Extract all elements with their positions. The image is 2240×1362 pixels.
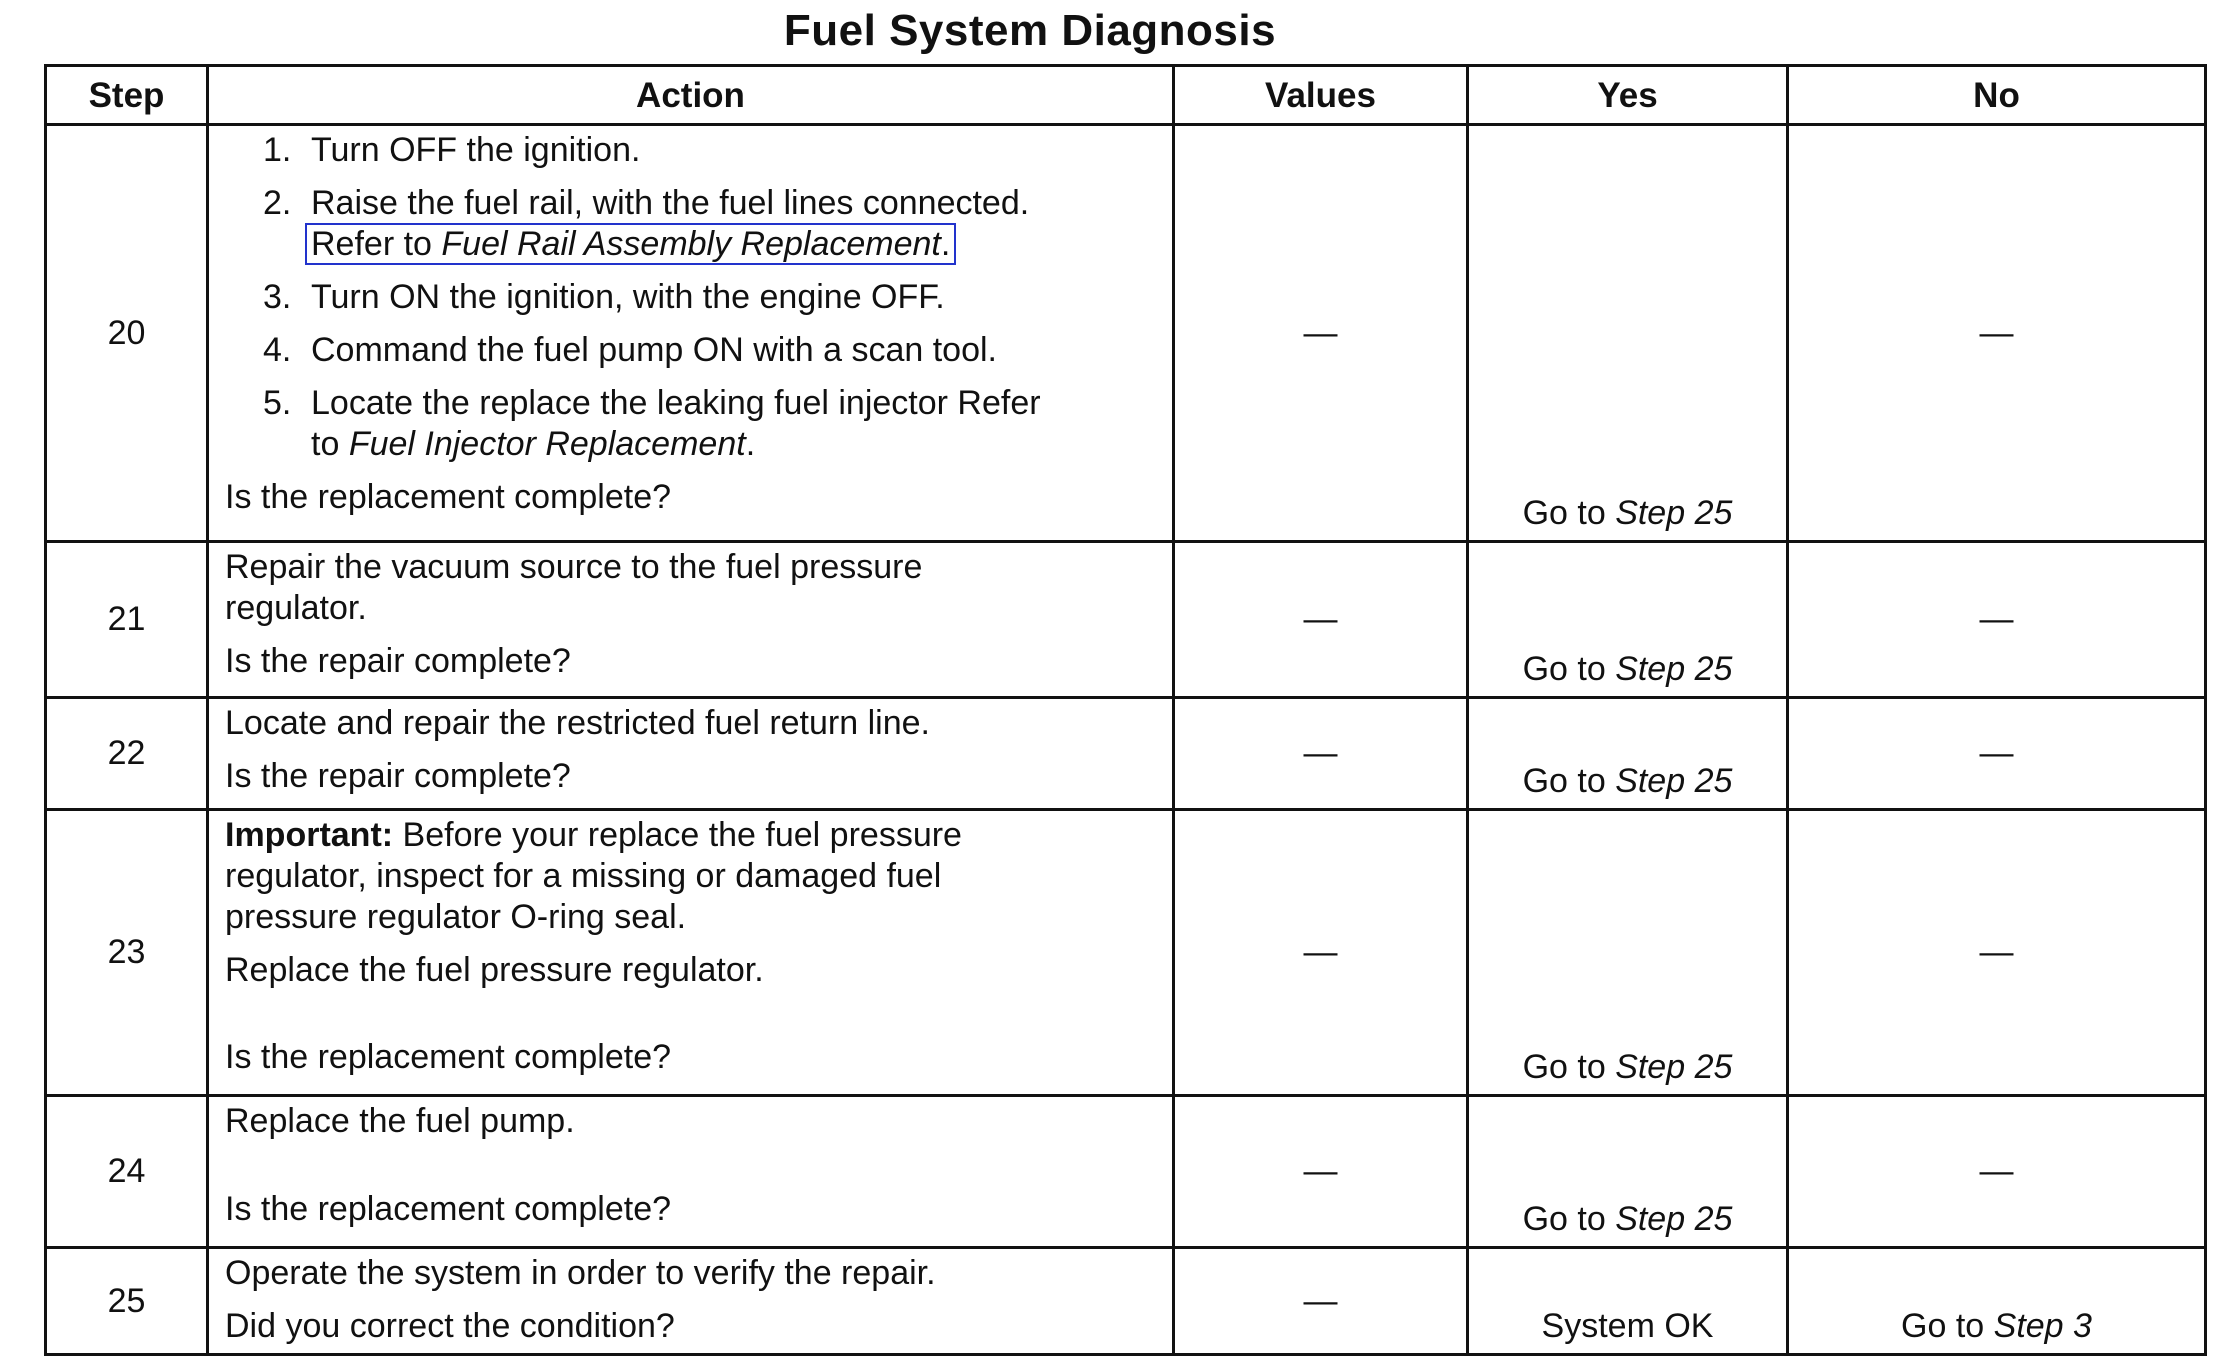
- header-values: Values: [1174, 66, 1468, 125]
- yes-prefix: Go to: [1522, 1200, 1616, 1238]
- no-cell: —: [1788, 698, 2206, 810]
- action-text: Replace the fuel pressure regulator.: [225, 951, 764, 989]
- table-row-step-24: [46, 1096, 2206, 1248]
- reference-title: Fuel Injector Replacement: [348, 425, 746, 463]
- header-row: [46, 66, 2206, 125]
- question-text: Is the repair complete?: [225, 642, 571, 680]
- question-text: Did you correct the condition?: [225, 1307, 675, 1345]
- action-text: Repair the vacuum source to the fuel pressure: [225, 548, 923, 586]
- action-text: regulator.: [225, 589, 367, 627]
- table-row-step-21: [46, 542, 2206, 698]
- question-text: Is the repair complete?: [225, 757, 571, 795]
- list-item-number: 5.: [263, 384, 292, 422]
- no-cell: [1788, 1248, 2206, 1355]
- table-row-step-23: [46, 810, 2206, 1096]
- action-cell: [208, 125, 1174, 542]
- action-cell: [208, 1248, 1174, 1355]
- table-row-step-20: [46, 125, 2206, 542]
- important-text: pressure regulator O-ring seal.: [225, 898, 687, 936]
- list-item-number: 3.: [263, 278, 292, 316]
- yes-cell: System OK: [1468, 1248, 1788, 1355]
- yes-prefix: Go to: [1522, 494, 1616, 532]
- no-cell: —: [1788, 1096, 2206, 1248]
- yes-step-ref: Step 25: [1615, 762, 1733, 800]
- values-cell: —: [1174, 810, 1468, 1096]
- step-number: 21: [46, 542, 208, 698]
- important-note: [225, 815, 1156, 856]
- header-step: Step: [46, 66, 208, 125]
- table-row-step-25: [46, 1248, 2206, 1355]
- fuel-rail-replacement-link[interactable]: [305, 223, 956, 265]
- no-cell: —: [1788, 125, 2206, 542]
- list-item-number: 2.: [263, 184, 292, 222]
- action-text: Replace the fuel pump.: [225, 1102, 575, 1140]
- action-cell: [208, 1096, 1174, 1248]
- action-cell: [208, 542, 1174, 698]
- yes-prefix: Go to: [1522, 650, 1616, 688]
- step-number: 20: [46, 125, 208, 542]
- yes-cell: [1468, 125, 1788, 542]
- important-label: Important:: [225, 816, 394, 854]
- yes-step-ref: Step 25: [1615, 1200, 1733, 1238]
- list-item-text: Turn OFF the ignition.: [311, 131, 641, 169]
- step-number: 24: [46, 1096, 208, 1248]
- question-text: Is the replacement complete?: [225, 1038, 672, 1076]
- yes-prefix: Go to: [1522, 762, 1616, 800]
- values-cell: —: [1174, 1248, 1468, 1355]
- list-item: [225, 130, 1156, 171]
- no-step-ref: Step 3: [1993, 1307, 2092, 1345]
- values-cell: —: [1174, 125, 1468, 542]
- question-text: Is the replacement complete?: [225, 1190, 672, 1228]
- page-title: Fuel System Diagnosis: [783, 6, 1277, 55]
- header-yes: Yes: [1468, 66, 1788, 125]
- yes-step-ref: Step 25: [1615, 1048, 1733, 1086]
- values-cell: —: [1174, 1096, 1468, 1248]
- important-text: regulator, inspect for a missing or damaged fuel: [225, 857, 942, 895]
- list-item-number: 4.: [263, 331, 292, 369]
- step-number: 25: [46, 1248, 208, 1355]
- values-cell: —: [1174, 698, 1468, 810]
- list-item-text: Command the fuel pump ON with a scan tool.: [311, 331, 997, 369]
- step-number: 23: [46, 810, 208, 1096]
- list-item-number: 1.: [263, 131, 292, 169]
- link-prefix: Refer to: [311, 225, 442, 263]
- yes-cell: [1468, 1096, 1788, 1248]
- action-text: Locate and repair the restricted fuel return line.: [225, 704, 930, 742]
- list-item: [225, 277, 1156, 318]
- list-item-text: Raise the fuel rail, with the fuel lines connected.: [311, 184, 1030, 222]
- question-text: Is the replacement complete?: [225, 478, 672, 516]
- yes-step-ref: Step 25: [1615, 494, 1733, 532]
- list-item: [225, 183, 1156, 265]
- action-cell: [208, 698, 1174, 810]
- list-item: [225, 383, 1156, 465]
- yes-step-ref: Step 25: [1615, 650, 1733, 688]
- list-item-text: Turn ON the ignition, with the engine OFF.: [311, 278, 945, 316]
- action-list: [225, 130, 1156, 465]
- values-cell: —: [1174, 542, 1468, 698]
- header-no: No: [1788, 66, 2206, 125]
- list-item: [225, 330, 1156, 371]
- diagnosis-table: [44, 64, 2207, 1356]
- table-row-step-22: [46, 698, 2206, 810]
- no-cell: —: [1788, 810, 2206, 1096]
- action-cell: [208, 810, 1174, 1096]
- step-number: 22: [46, 698, 208, 810]
- list-item-text: to: [311, 425, 349, 463]
- no-cell: —: [1788, 542, 2206, 698]
- no-prefix: Go to: [1901, 1307, 1994, 1345]
- link-title: Fuel Rail Assembly Replacement: [441, 225, 941, 263]
- yes-cell: [1468, 698, 1788, 810]
- yes-prefix: Go to: [1522, 1048, 1616, 1086]
- link-suffix: .: [940, 225, 951, 263]
- yes-cell: [1468, 542, 1788, 698]
- list-item-text: .: [745, 425, 756, 463]
- list-item-text: Locate the replace the leaking fuel injector Refer: [311, 384, 1041, 422]
- important-text: Before your replace the fuel pressure: [393, 816, 962, 854]
- header-action: Action: [208, 66, 1174, 125]
- action-text: Operate the system in order to verify the repair.: [225, 1254, 936, 1292]
- yes-cell: [1468, 810, 1788, 1096]
